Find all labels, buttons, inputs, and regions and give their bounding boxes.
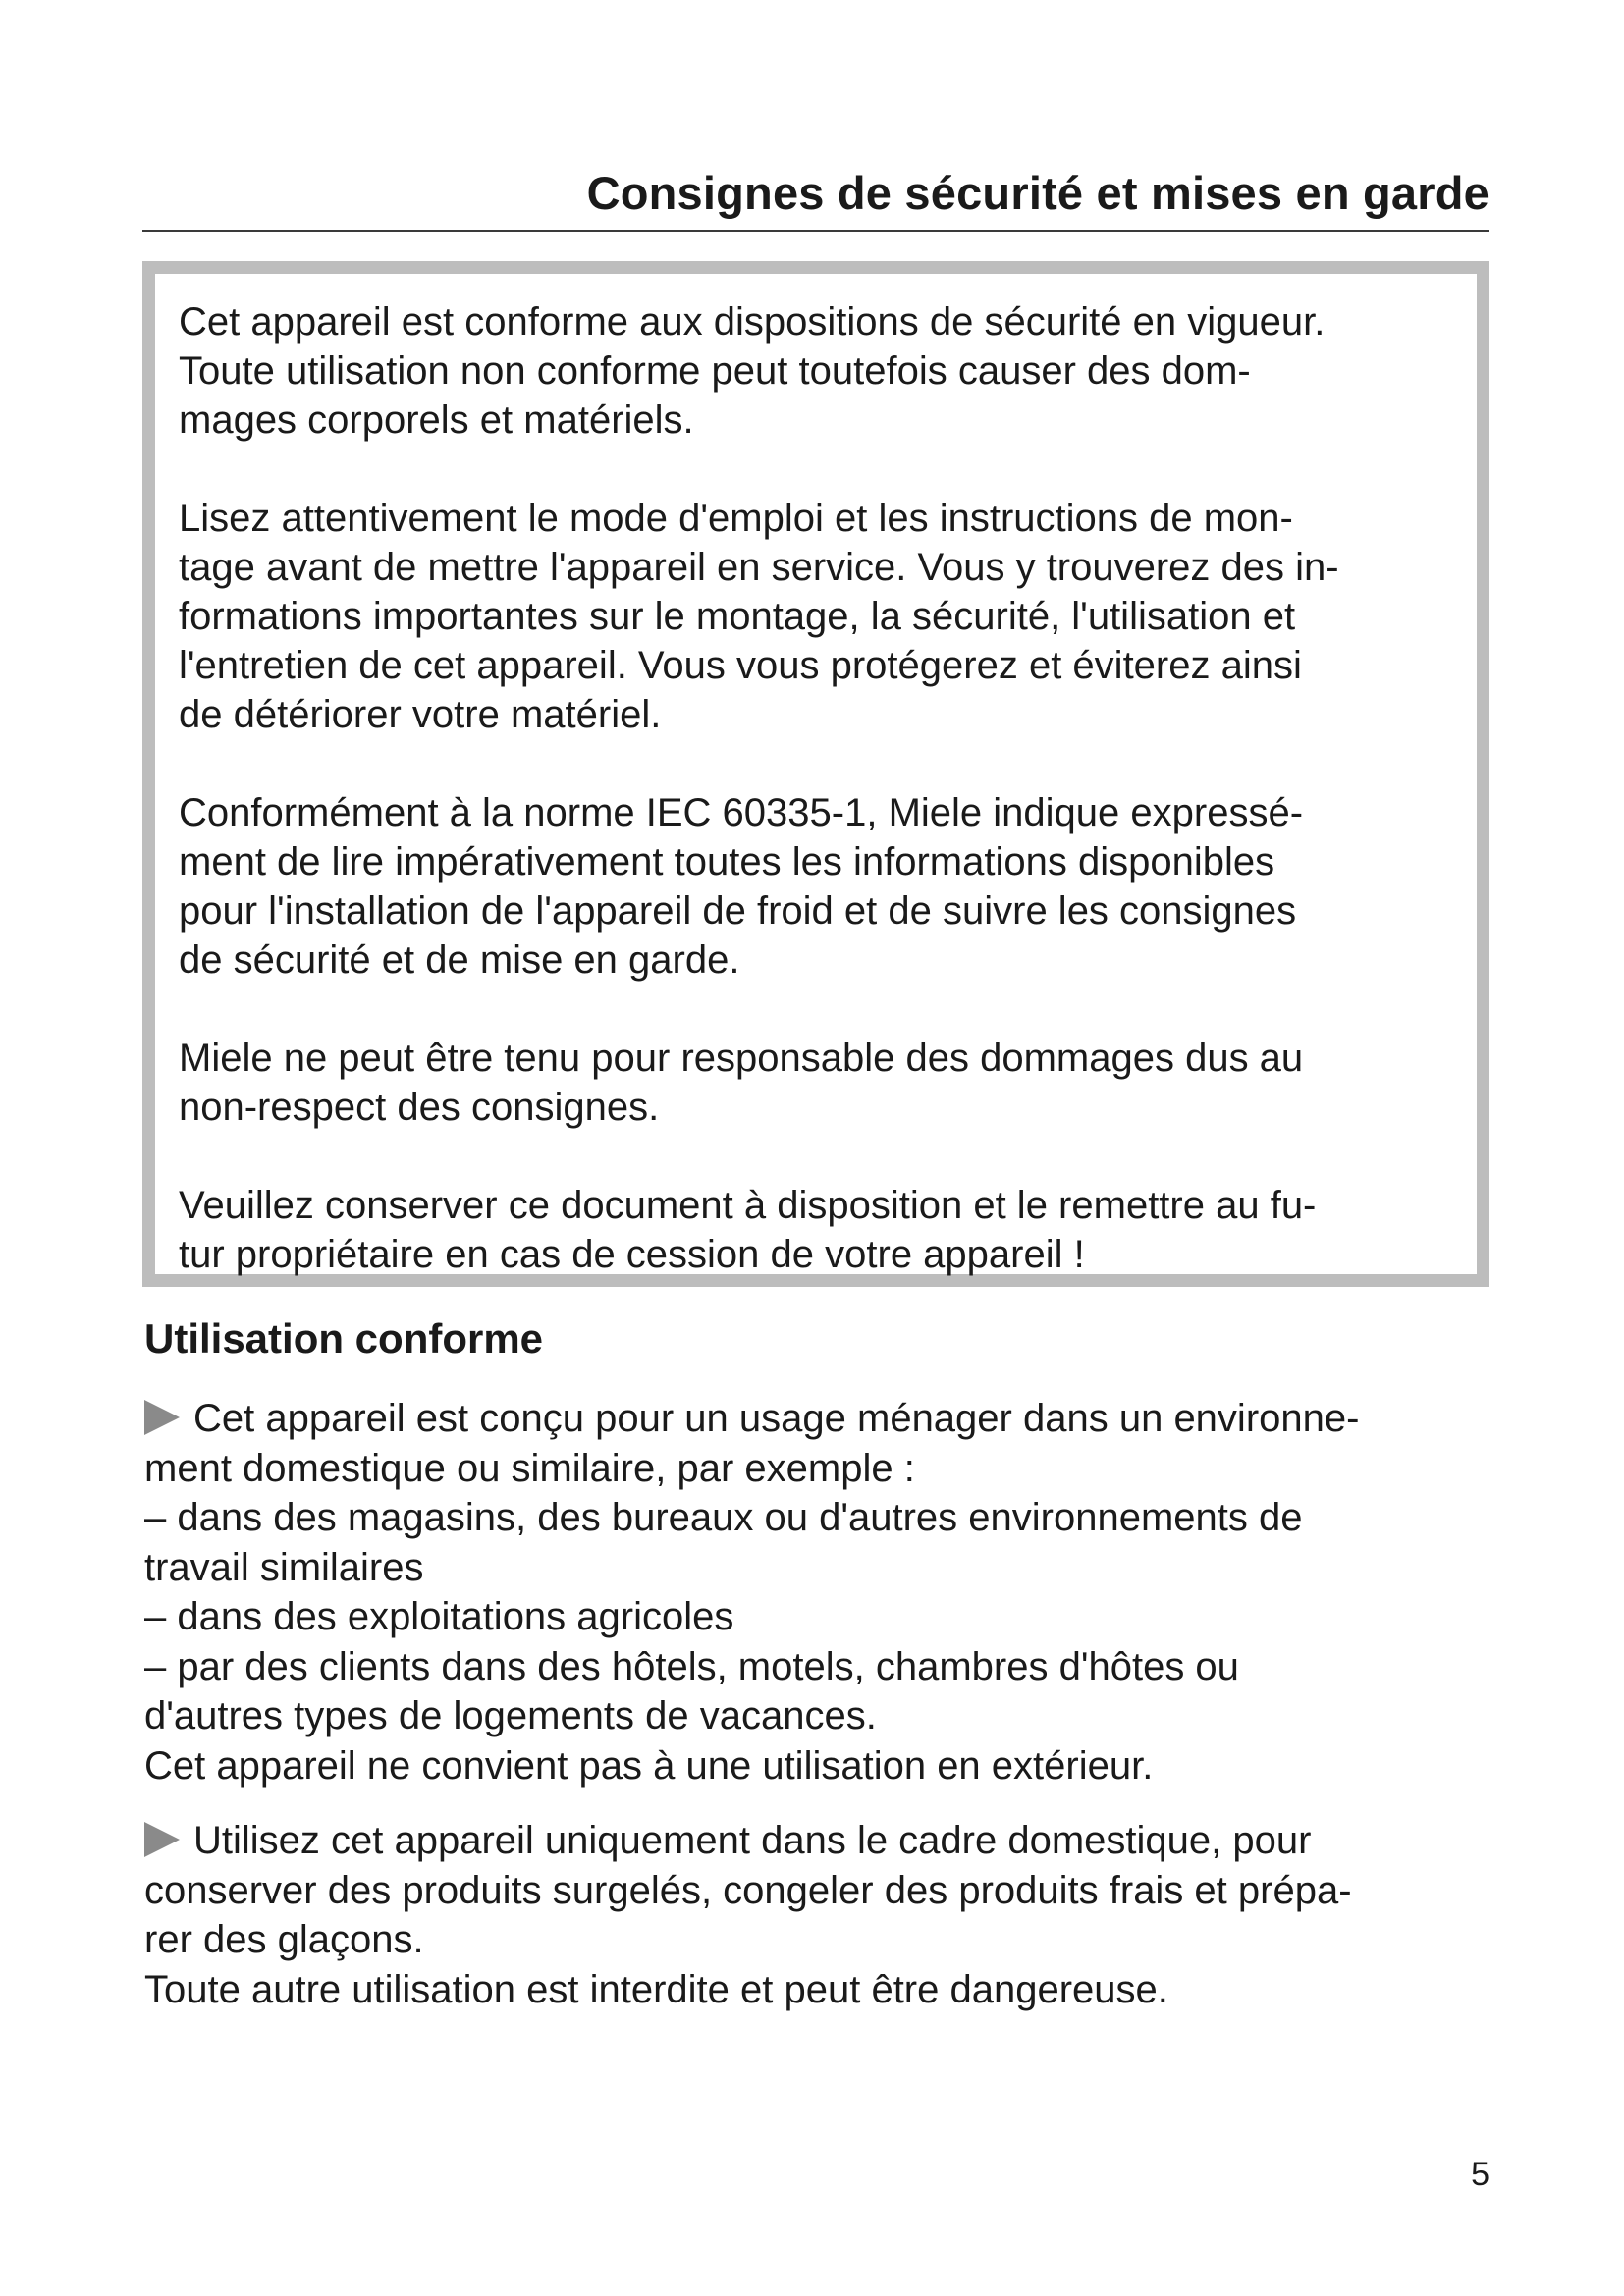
- notice-paragraph: Veuillez conserver ce document à disposition et le remettre au fu- tur propriétaire en cas de cession de votre appareil !: [179, 1184, 1317, 1276]
- notice-paragraph: Conformément à la norme IEC 60335-1, Miele indique expressé- ment de lire impérativement toutes les informations disponibles pour l'installation de l'appareil de froid et de suivre les consignes de sécurité et de mise en garde.: [179, 791, 1304, 982]
- bullet-text: Cet appareil est conçu pour un usage ménager dans un environne- ment domestique ou similaire, par exemple : – dans des magasins, des bureaux ou d'autres environnements de travail similaires – dans des exploitations agricoles – par des clients dans des hôtels, motels, chambres d'hôtes ou d'autres types de logements de vacances. Cet appareil ne convient pas à une utilisation en extérieur.: [144, 1397, 1360, 1788]
- list-item: [144, 1816, 1499, 2014]
- triangle-bullet-icon: [144, 1822, 180, 1857]
- bullet-paragraph: [144, 1816, 1499, 2014]
- triangle-bullet-icon: [144, 1400, 180, 1435]
- safety-notice-box: [142, 261, 1489, 1287]
- notice-paragraph: Miele ne peut être tenu pour responsable des dommages dus au non-respect des consignes.: [179, 1037, 1304, 1129]
- list-item: [144, 1394, 1499, 1790]
- notice-paragraph: Lisez attentivement le mode d'emploi et les instructions de mon- tage avant de mettre l'appareil en service. Vous y trouverez des in- formations importantes sur le montage, la sécurité, l'utilisation et l'entretien de cet appareil. Vous vous protégerez et éviterez ainsi de détériorer votre matériel.: [179, 497, 1339, 736]
- bullet-paragraph: [144, 1394, 1499, 1790]
- bullet-list: [144, 1394, 1499, 2040]
- page-title: Consignes de sécurité et mises en garde: [586, 167, 1489, 219]
- page-header: [142, 157, 1489, 232]
- section-title: Utilisation conforme: [144, 1315, 544, 1362]
- page-number: 5: [1471, 2156, 1489, 2193]
- notice-paragraph: Cet appareil est conforme aux dispositions de sécurité en vigueur. Toute utilisation non conforme peut toutefois causer des dom- mages corporels et matériels.: [179, 300, 1326, 442]
- bullet-text: Utilisez cet appareil uniquement dans le cadre domestique, pour conserver des produits surgelés, congeler des produits frais et prépa- rer des glaçons. Toute autre utilisation est interdite et peut être dangereuse.: [144, 1819, 1352, 2011]
